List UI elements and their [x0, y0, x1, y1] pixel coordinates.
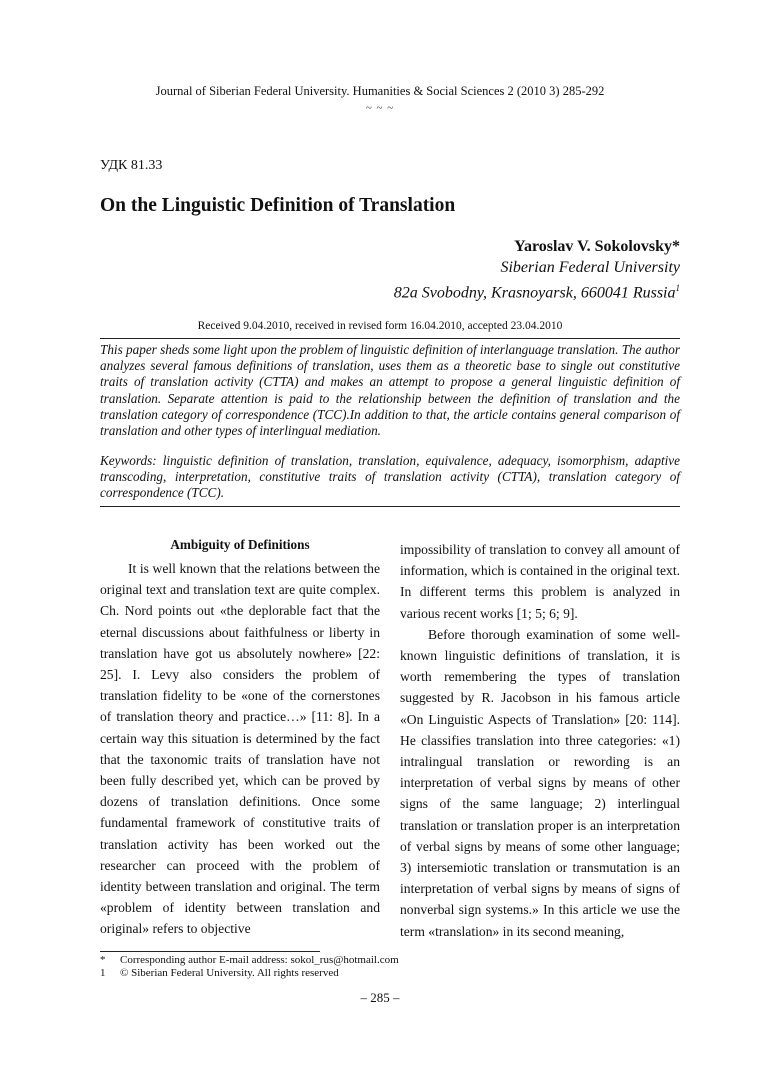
- abstract: This paper sheds some light upon the problem of linguistic definition of interlanguage translation. The author analyzes several famous definitions of translation, uses them as a theoretic base to single out constitutive traits of translation activity (CTTA) and makes an attempt to propose a general linguistic definition of translation. Separate attention is paid to the relationship between the definition of translation and the translation category of correspondence (TCC).In addition to that, the article contains general comparison of translation and other types of interlingual mediation.: [100, 342, 680, 439]
- author-name: Yaroslav V. Sokolovsky*: [514, 238, 680, 255]
- section-heading: Ambiguity of Definitions: [170, 537, 310, 552]
- footnote-mark: *: [100, 954, 106, 966]
- journal-header: Journal of Siberian Federal University. Humanities & Social Sciences 2 (2010 3) 285-292: [155, 84, 605, 98]
- page-number: – 285 –: [360, 990, 400, 1005]
- article-title: On the Linguistic Definition of Translation: [100, 195, 456, 216]
- footnote-text: Corresponding author E-mail address: sokol_rus@hotmail.com: [120, 954, 399, 966]
- received-dates: Received 9.04.2010, received in revised form 16.04.2010, accepted 23.04.2010: [197, 320, 563, 332]
- body-paragraph: Before thorough examination of some well-known linguistic definitions of translation, it is worth remembering the types of translation suggested by R. Jacobson in his famous article «On Linguistic Aspects of Translation» [20: 114]. He classifies translation into three categories: «1) intralingual translation or rewording is an interpretation of verbal signs by means of other signs of the same language; 2) interlingual translation or translation proper is an interpretation of verbal signs by means of some other language; 3) intersemiotic translation or transmutation is an interpretation of verbal signs by means of signs of nonverbal sign systems.» In this article we use the term «translation» in its second meaning,: [400, 626, 680, 939]
- author-address: 82a Svobodny, Krasnoyarsk, 660041 Russia: [393, 284, 676, 302]
- keywords: Keywords: linguistic definition of translation, translation, equivalence, adequacy, isomorphism, adaptive transcoding, interpretation, constitutive traits of translation activity (CTTA), translation category of correspondence (TCC).: [100, 453, 680, 501]
- address-footnote-mark: 1: [675, 283, 680, 293]
- udk-code: УДК 81.33: [100, 158, 163, 173]
- footnote: [100, 967, 339, 980]
- footnote-mark: 1: [100, 967, 106, 979]
- body-paragraph: impossibility of translation to convey all amount of information, which is contained in the original text. In different terms this problem is analyzed in various recent works [1; 5; 6; 9].: [400, 542, 680, 621]
- header-ornament: ~ ~ ~: [365, 102, 395, 114]
- author-affiliation: Siberian Federal University: [500, 259, 680, 276]
- footnote-text: © Siberian Federal University. All rights reserved: [120, 967, 339, 979]
- author-block: [394, 236, 680, 303]
- footnote: [100, 954, 399, 967]
- body-paragraph: It is well known that the relations between the original text and translation text are quite complex. Ch. Nord points out «the deplorable fact that the eternal discussions about faithfulness or liberty in translation have got us absolutely nowhere» [22: 25]. I. Levy also considers the problem of translation fidelity to be «one of the cornerstones of translation theory and practice…» [11: 8]. In a certain way this situation is determined by the fact that the taxonomic traits of translation have not been fully described yet, which can be proved by dozens of translation definitions. Once some fundamental framework of constitutive traits of translation activity has been worked out the researcher can proceed with the problem of identity between translation and original. The term «problem of identity between translation and original» refers to objective: [100, 561, 380, 937]
- footnote-rule: [100, 951, 320, 952]
- abstract-top-rule: [100, 338, 680, 339]
- author-address-line: [394, 278, 680, 303]
- abstract-bottom-rule: [100, 506, 680, 507]
- right-column: [400, 539, 680, 942]
- left-column: [100, 537, 380, 940]
